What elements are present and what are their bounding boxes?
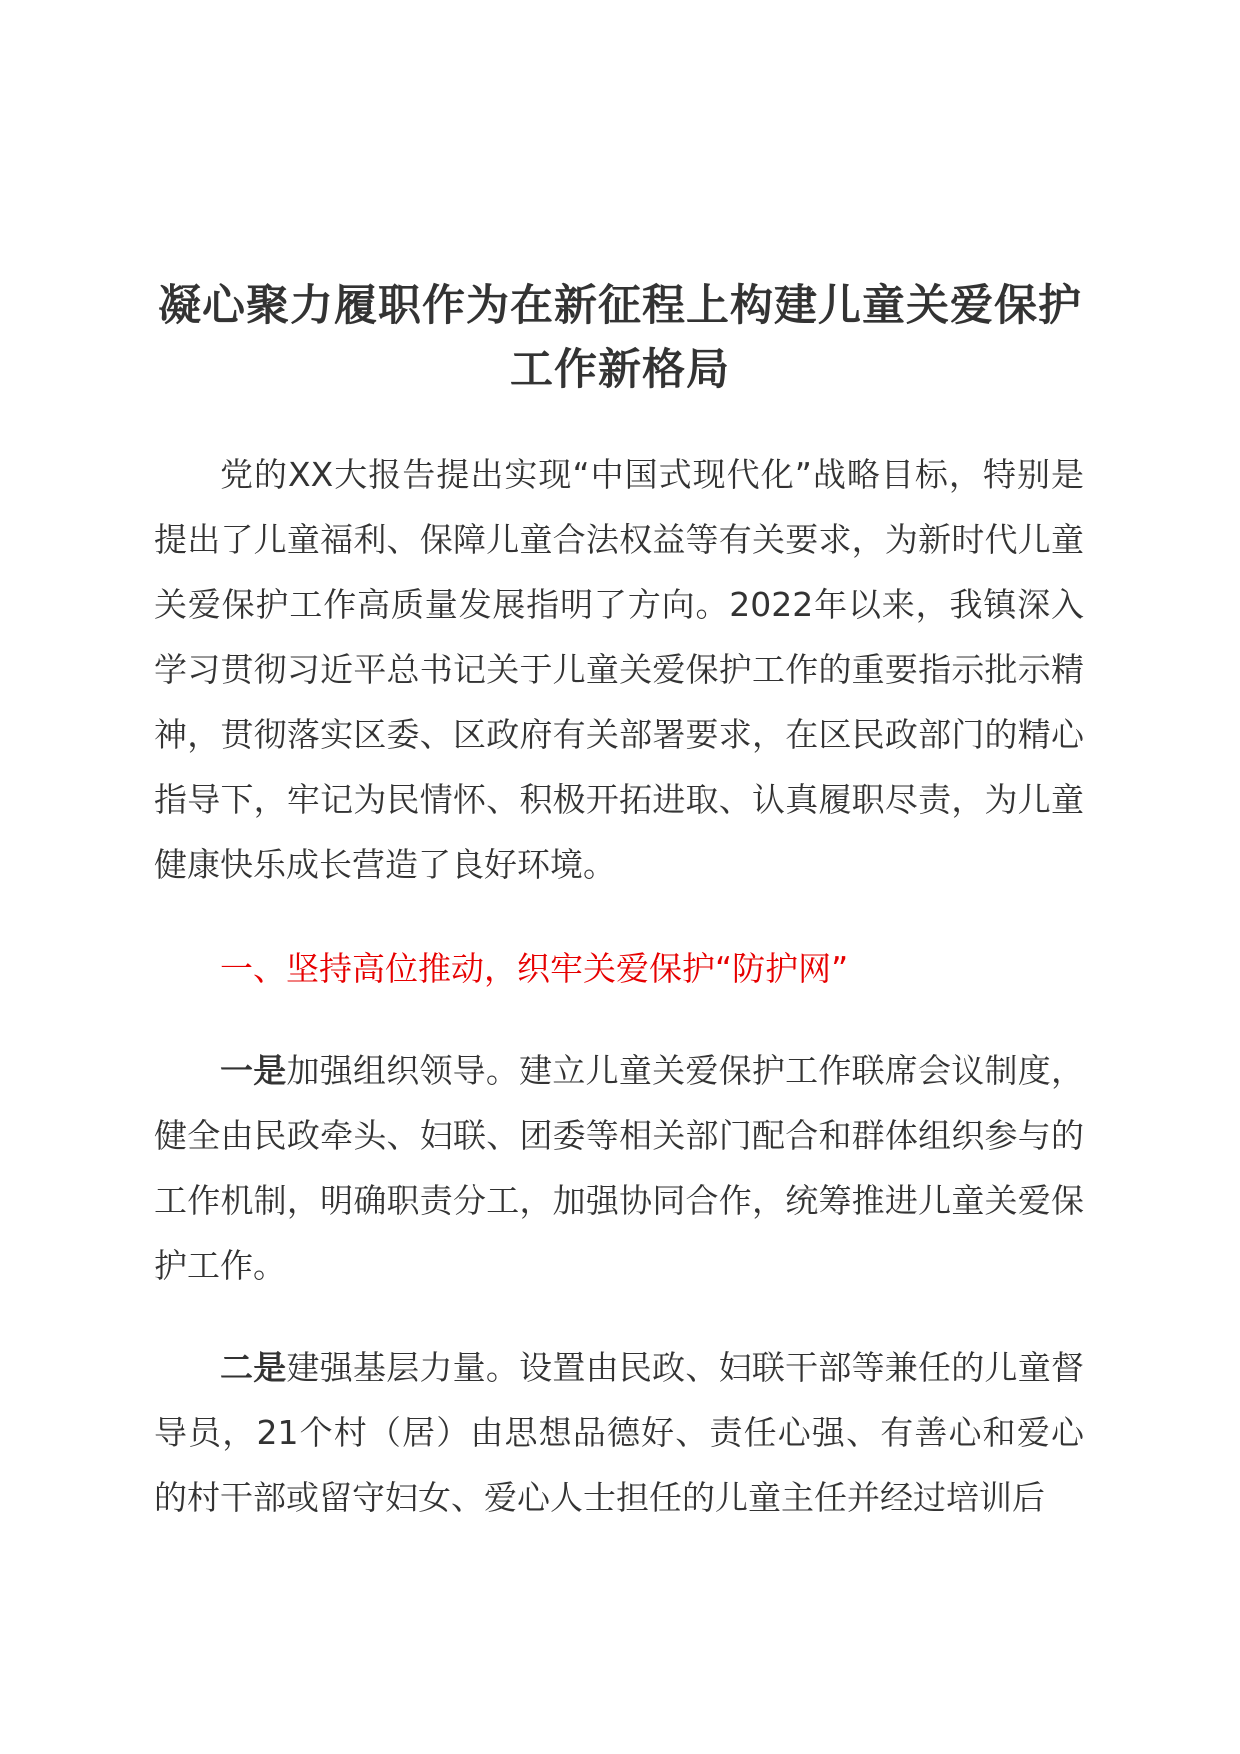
section-heading: 一、坚持高位推动，织牢关爱保护“防护网”: [220, 949, 849, 988]
point-lead: 二是: [220, 1348, 287, 1387]
point-paragraph: [154, 1038, 1084, 1298]
point-text: 加强组织领导。建立儿童关爱保护工作联席会议制度，健全由民政牵头、妇联、团委等相关部门配合和群体组织参与的工作机制，明确职责分工，加强协同合作，统筹推进儿童关爱保护工作。: [154, 1051, 1085, 1285]
point-paragraph: [154, 1335, 1084, 1530]
intro-paragraph: 党的XX大报告提出实现“中国式现代化”战略目标，特别是提出了儿童福利、保障儿童合法权益等有关要求，为新时代儿童关爱保护工作高质量发展指明了方向。2022年以来，我镇深入学习贯彻习近平总书记关于儿童关爱保护工作的重要指示批示精神，贯彻落实区委、区政府有关部署要求，在区民政部门的精心指导下，牢记为民情怀、积极开拓进取、认真履职尽责，为儿童健康快乐成长营造了良好环境。: [154, 455, 1084, 884]
point-text: 建强基层力量。设置由民政、妇联干部等兼任的儿童督导员，21个村（居）由思想品德好、责任心强、有善心和爱心的村干部或留守妇女、爱心人士担任的儿童主任并经过培训后: [154, 1348, 1085, 1517]
point-lead: 一是: [220, 1051, 287, 1090]
document-title: 凝心聚力履职作为在新征程上构建儿童关爱保护工作新格局: [158, 281, 1082, 395]
